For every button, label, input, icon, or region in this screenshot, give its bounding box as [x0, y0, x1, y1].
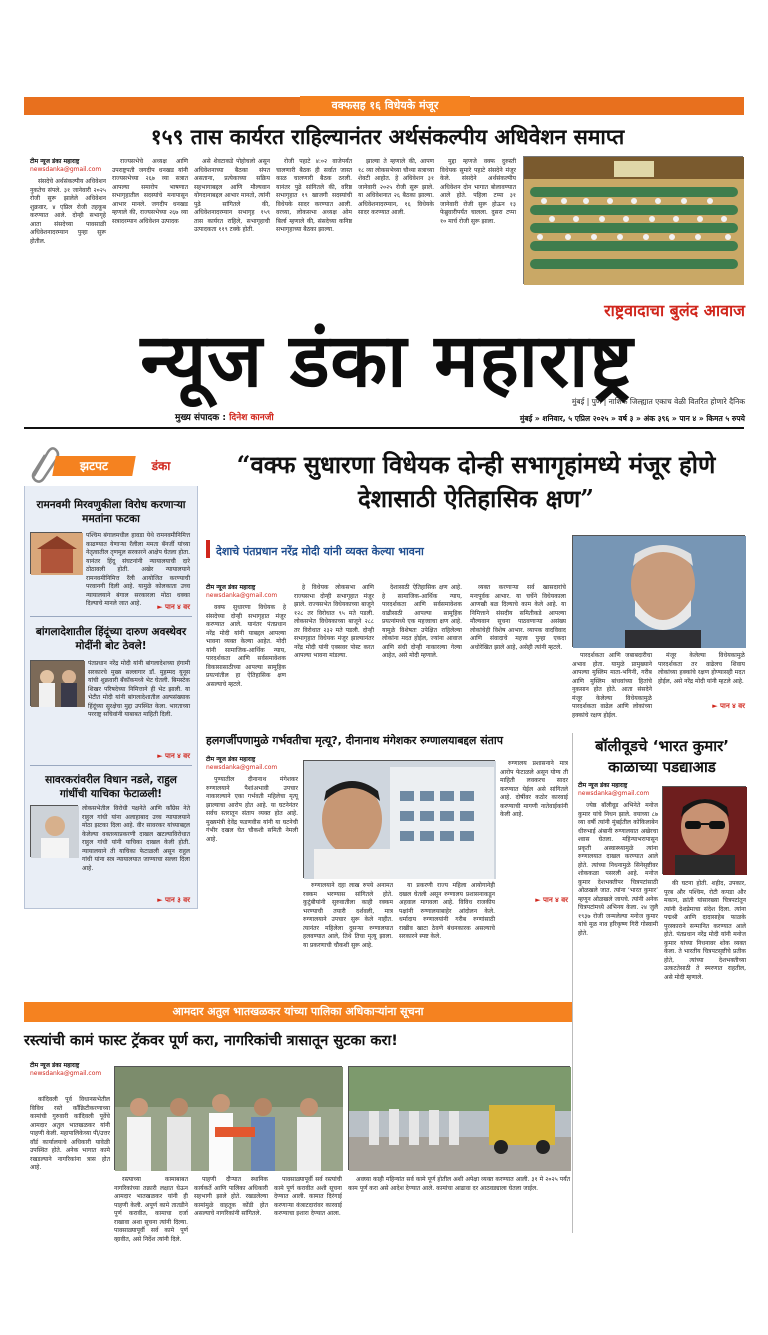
story2-col — [303, 882, 393, 949]
column-text: हे विधेयक लोकसभा आणि राज्यसभा दोन्ही सभागृहात मंजूर झाले. राज्यसभेत विधेयकाच्या बाजूने १२८ तर विरोधात ९५ मते पडली. लोकसभेत विधेयकाच्या बाजूने २८८ तर विरोधात २३२ मते पडली. दोन्ही सभागृहात विधेयक मंजूर झाल्यानंतर नरेंद्र मोदी यांनी एक्सवर पोस्ट करत आपल्या भावना मांडल्या. — [294, 584, 374, 659]
sidebar-item-headline[interactable]: बांगलादेशातील हिंदूंच्या दारुण अवस्थेवर मोदींनी बोट ठेवले! — [35, 626, 187, 652]
byline-text: टीम न्यूज डंका महाराष्ट्र — [206, 584, 256, 591]
story2-col — [399, 882, 495, 940]
sidebar-jump-link[interactable]: ► पान ४ वर — [157, 752, 190, 760]
byline-text: टीम न्यूज डंका महाराष्ट्र — [578, 782, 628, 789]
story3-byline — [578, 782, 662, 798]
column-text: देशासाठी ऐतिहासिक क्षण आहे. हे सामाजिक-आर्थिक न्याय, पारदर्शकता आणि सर्वसमावेशक वाढीसाठी आपल्या सामूहिक प्रयत्नांमध्ये एक महत्त्वाचा क्षण आहे. यामुळे विशेषतः उपेक्षित राहिलेल्या लोकांना मदत होईल, ज्यांना आवाज आणि संधी दोन्ही नाकारल्या गेल्या आहेत, असे मोदी म्हणाले. — [382, 584, 462, 659]
sidebar-divider — [30, 616, 192, 617]
masthead-tagline: राष्ट्रवादाचा बुलंद आवाज — [604, 301, 745, 320]
column-text: पाहणी दौऱ्यात स्थानिक कार्यकर्ते आणि पालिका अधिकारी सहभागी झाले होते. रखडलेल्या कामांमुळे वाहतूक कोंडी होत असल्याचे नागरिकांनी सांगितले. — [194, 1176, 268, 1217]
story2-col — [500, 760, 568, 896]
column-text: पावसाळ्यापूर्वी सर्व रस्त्यांची कामे पूर्ण करावीत अशी सूचना देण्यात आली. कामात दिरंगाई करणाऱ्या कंत्राटदारांवर कारवाई करण्याचा इशारा देण्यात आला. — [274, 1176, 342, 1217]
sidebar-item-text: पश्चिम बंगालमधील हावडा येथे रामनवमीनिमित्त काढण्यात येणाऱ्या रॅलीला ममता बॅनर्जी यांच्या नेतृत्वातील तृणमूल सरकारने आक्षेप घेतला होता. यानंतर हिंदू संघटनांनी न्यायालयाची दारे ठोठावली होती. अखेर न्यायालयाने रामनवमीनिमित्त रॅली आयोजित करण्याची परवानगी दिली आहे. यामुळे कोलकाता उच्च न्यायालयाने बंगाल सरकारला मोठा धक्का दिल्याचे मानले जात आहे. — [86, 532, 190, 607]
dateline: मुंबई » शनिवार, ५ एप्रिल २०२५ » वर्ष ३ » अंक ३९६ » पान ४ » किमत ५ रुपये — [519, 414, 745, 423]
manoj-kumar-photo — [662, 786, 746, 874]
column-text: पुण्यातील दीनानाथ मंगेशकर रुग्णालयाने पैशांअभावी उपचार नाकारल्याने एका गर्भवती महिलेचा मृत्यू झाल्याचा आरोप होत आहे. या घटनेनंतर सर्वच स्तरातून संताप व्यक्त होत आहे. मुख्यमंत्री देवेंद्र फडणवीस यांनी या घटनेची गंभीर दखल घेत चौकशी समिती नेमली आहे. — [206, 776, 298, 843]
sidebar-tag-primary: झटपट — [80, 459, 108, 473]
sidebar-divider — [30, 765, 192, 766]
modi-photo — [572, 535, 745, 647]
column-text: रुग्णालयाने दहा लाख रुपये अनामत रक्कम भरण्यास सांगितले होते. कुटुंबीयांनी सुरुवातीला काही रक्कम भरण्याची तयारी दर्शवली, मात्र रुग्णालयाने उपचार सुरू केले नाहीत. त्यानंतर महिलेला दुसऱ्या रुग्णालयात हलवण्यात आले, तिथे तिचा मृत्यू झाला. या प्रकरणाची चौकशी सुरू आहे. — [303, 882, 393, 949]
top-story-byline — [30, 158, 108, 174]
column-divider — [572, 733, 573, 1233]
byline-text: टीम न्यूज डंका महाराष्ट्र — [30, 1062, 80, 1069]
sidebar-item-text: पंतप्रधान नरेंद्र मोदी यांनी बांगलादेशच्या हंगामी सरकारचे मुख्य सल्लागार डॉ. मुहम्मद युनूस यांची शुक्रवारी बँकॉकमध्ये भेट घेतली. बिमस्टेक शिखर परिषदेच्या निमित्ताने ही भेट झाली. या भेटीत मोदी यांनी बांगलादेशातील अल्पसंख्याक हिंदूंच्या सुरक्षेचा मुद्दा उपस्थित केला. भारताच्या परराष्ट्र सचिवांनी याबाबत माहिती दिली. — [88, 660, 190, 718]
lead-col — [206, 604, 286, 716]
sidebar-item-body — [30, 805, 190, 900]
byline-email[interactable]: newsdanka@gmail.com — [578, 790, 650, 797]
lead-jump-link[interactable]: ► पान ४ वर — [712, 702, 745, 710]
story4-col — [30, 1096, 110, 1234]
top-story-col — [112, 158, 188, 286]
bottom-banner-label: आमदार अतुल भातखळकर यांच्या पालिका अधिकाऱ्यांना सूचना — [172, 1005, 424, 1018]
sidebar-header — [24, 446, 198, 486]
byline-email[interactable]: newsdanka@gmail.com — [30, 166, 102, 173]
column-text: पारदर्शकता आणि जबाबदारीचा अभाव होता. यामुळे प्रामुख्याने आपल्या मुस्लिम माता-भगिनी, गरीब आणि मुस्लिम बांधवांच्या हितांचे नुकसान होत होते. आता संसदेने मंजूर केलेल्या विधेयकामुळे पारदर्शकता वाढेल आणि लोकांच्या हक्कांचे रक्षण होईल. — [572, 652, 652, 719]
column-text: संसदेचे अर्थसंकल्पीय अधिवेशन नुकतेच संपले. ३१ जानेवारी २०२५ रोजी सुरू झालेले अधिवेशन शुक्रवार, ४ एप्रिल रोजी तहकूब करण्यात आले. दोन्ही सभागृहे आता संसदेच्या पावसाळी अधिवेशनादरम्यान पुन्हा सुरू होतील. — [30, 178, 106, 245]
lead-col — [382, 584, 462, 716]
column-text: मंजूर केलेल्या विधेयकामुळे पारदर्शकता तर वाढेलच शिवाय लोकांच्या हक्कांचे रक्षण होण्यासही मदत होईल, असे नरेंद्र मोदी यांनी म्हटले आहे. — [658, 652, 745, 685]
column-text: राज्यसभेचे अध्यक्ष आणि उपराष्ट्रपती जगदीप धनखड यांनी राज्यसभेच्या २६७ व्या सत्रात आपल्या समारोप भाषणात सभागृहातील सदस्यांचे मनापासून आभार मानले. जगदीप धनखड म्हणाले की, राज्यसभेच्या २६७ व्या सत्रादरम्यान अधिवेशन उत्पादक — [112, 158, 188, 225]
column-text: रुग्णालय प्रशासनाने मात्र आरोप फेटाळले असून योग्य ती माहिती लवकरच सादर करण्यात येईल असे सांगितले आहे. दोषींवर कठोर कारवाई करण्याची मागणी नातेवाईकांनी केली आहे. — [500, 760, 568, 818]
story4-col — [114, 1176, 188, 1243]
byline-text: टीम न्यूज डंका महाराष्ट्र — [30, 158, 80, 165]
column-text: झाल्या ते म्हणाले की, आपण १८ व्या लोकसभेच्या चौथ्या सत्राच्या शेवटी आहोत. हे अधिवेशन ३१ जानेवारी २०२५ रोजी सुरू झाले. या अधिवेशनात २६ बैठका झाल्या. अधिवेशनादरम्यान, १६ विधेयके सादर करण्यात आली. — [358, 158, 434, 216]
column-text: की घटना होती. शहीद, उपकार, पूरब और पश्चिम, रोटी कपडा और मकान, क्रांती यांसारख्या चित्रपटांतून त्यांनी देशप्रेमाचा संदेश दिला. त्यांना पद्मश्री आणि दादासाहेब फाळके पुरस्काराने सन्मानित करण्यात आले होते. पंतप्रधान नरेंद्र मोदी यांनी मनोज कुमार यांच्या निधनावर शोक व्यक्त केला. ते भारतीय चित्रपटसृष्टीचे प्रतीक होते, त्यांच्या देशभक्तीच्या उत्कटतेसाठी ते स्मरणात राहतील, असे मोदी म्हणाले. — [664, 880, 746, 981]
story2-col — [206, 776, 298, 908]
inspection-photo-left — [114, 1066, 342, 1170]
story4-byline — [30, 1062, 110, 1078]
column-text: ज्येष्ठ बॉलीवूड अभिनेते मनोज कुमार यांचे निधन झाले. वयाच्या ८७ व्या वर्षी त्यांनी मुंबईतील कोकिलाबेन धीरुभाई अंबानी रुग्णालयात अखेरचा श्वास घेतला. महिन्याभरापासून प्रकृती अस्वास्थ्यामुळे त्यांना रुग्णालयात दाखल करण्यात आले होते. त्यांच्या निधनामुळे सिनेसृष्टीवर शोककळा पसरली आहे. मनोज कुमार देशभक्तीपर चित्रपटांसाठी ओळखले जात. त्यांना ‘भारत कुमार’ म्हणून ओळखले जायचे. त्यांनी अनेक चित्रपटांमध्ये अभिनय केला. २४ जुलै १९३७ रोजी जन्मलेल्या मनोज कुमार यांचे मूळ नाव हरिकृष्ण गिरी गोस्वामी होते. — [578, 802, 658, 937]
jump-text: पान ४ वर — [165, 752, 190, 760]
sidebar-tag-secondary: डंका — [151, 459, 171, 473]
column-text: अवघ्या काही महिन्यांत सर्व कामे पूर्ण होतील अशी अपेक्षा व्यक्त करण्यात आली. ३१ मे २०२५ पर्यंत काम पूर्ण करा असे आदेश देण्यात आले. कामांचा आढावा दर आठवड्याला घेतला जाईल. — [348, 1176, 570, 1192]
sidebar-item-text: लोकसभेतील विरोधी पक्षनेते आणि काँग्रेस नेते राहुल गांधी यांना अलाहाबाद उच्च न्यायालयाने मोठा झटका दिला आहे. वीर सावरकर यांच्याबद्दल केलेल्या वक्तव्याप्रकरणी दाखल खटल्याविरोधात राहुल गांधी यांनी याचिका दाखल केली होती. न्यायालयाने ती याचिका फेटाळली असून राहुल गांधी यांना सत्र न्यायालयात जाण्याचा सल्ला दिला आहे. — [82, 805, 190, 872]
top-story-col — [194, 158, 270, 286]
column-text: वक्फ सुधारणा विधेयक हे संसदेच्या दोन्ही सभागृहात मंजूर करण्यात आले. यानंतर पंतप्रधान नरेंद्र मोदी यांनी याबद्दल आपल्या भावना व्यक्त केल्या आहेत. मोदी यांनी सामाजिक-आर्थिक न्याय, पारदर्शकता आणि सर्वसमावेशक विकासासाठीच्या आपल्या सामूहिक प्रयत्नांतील हा ऐतिहासिक क्षण असल्याचे म्हटले. — [206, 604, 286, 688]
sidebar-jump-link[interactable]: ► पान ४ वर — [157, 603, 190, 611]
lead-col — [658, 652, 745, 696]
column-text: या प्रकरणी राज्य महिला आयोगानेही दखल घेतली असून रुग्णालय प्रशासनाकडून अहवाल मागवला आहे. विविध राजकीय पक्षांनी रुग्णालयाबाहेर आंदोलन केले. धर्मादाय रुग्णालयांनी गरीब रुग्णांसाठी राखीव खाटा ठेवणे बंधनकारक असल्याचे सरकारने स्पष्ट केले. — [399, 882, 495, 940]
editor-line — [175, 412, 425, 424]
sidebar-jump-link[interactable]: ► पान ३ वर — [157, 896, 190, 904]
story3-col — [664, 880, 746, 1232]
column-text: कांदिवली पूर्व विधानसभेतील विविध रस्ते काँक्रिटीकरणाच्या कामांची गुरुवारी कांदिवली पूर्वेचे आमदार अतुल भातखळकर यांनी पाहणी केली. महापालिकेच्या पी/उत्तर वॉर्ड कार्यालयाचे अधिकारी यावेळी उपस्थित होते. अनेक भागात कामे रखडल्याने नागरिकांना त्रास होत आहे. — [30, 1096, 110, 1171]
masthead-cities: मुंबई | पुणे | नाशिक जिल्ह्यात एकाच वेळी वितरित होणारे दैनिक — [571, 397, 745, 406]
column-text: व्यक्त करणाऱ्या सर्व खासदारांचे मनःपूर्वक आभार. या चर्चेने विधेयकाला आणखी बळ दिल्याचे काम केले आहे. या निमित्ताने संसदीय समितीकडे आपल्या मौल्यवान सूचना पाठवणाऱ्या असंख्य लोकांचेही विशेष आभार. व्यापक वादविवाद आणि संवादाचे महत्त्व पुन्हा एकदा अधोरेखित झाले आहे, असेही त्यांनी म्हटले. — [470, 584, 566, 651]
story3-col — [578, 802, 658, 1232]
story4-col — [274, 1176, 342, 1234]
byline-email[interactable]: newsdanka@gmail.com — [30, 1070, 102, 1077]
lead-headline: “वक्फ सुधारणा विधेयक दोन्ही सभागृहांमध्ये मंजूर होणे देशासाठी ऐतिहासिक क्षण” — [236, 450, 716, 513]
story4-col — [348, 1176, 570, 1234]
jump-text: पान ३ वर — [165, 896, 190, 904]
byline-email[interactable]: newsdanka@gmail.com — [206, 592, 278, 599]
editor-label: मुख्य संपादक : — [175, 413, 226, 423]
byline-text: टीम न्यूज डंका महाराष्ट्र — [206, 756, 256, 763]
masthead-title: न्यूज डंका महाराष्ट्र — [140, 318, 634, 404]
story4-col — [194, 1176, 268, 1234]
lead-col — [470, 584, 566, 716]
top-story-col — [276, 158, 352, 286]
column-text: रस्त्याच्या कामाबाबत नागरिकांच्या तक्रारी लक्षात घेऊन आमदार भातखळकर यांनी ही पाहणी केली. अपूर्ण कामे तातडीने पूर्ण करावीत, कामाचा दर्जा राखावा अशा सूचना त्यांनी दिल्या. पावसाळ्यापूर्वी सर्व कामे पूर्ण व्हावीत, असे निर्देश त्यांनी दिले. — [114, 1176, 188, 1243]
jump-text: पान ४ वर — [720, 702, 745, 710]
lead-subhead-text: देशाचे पंतप्रधान नरेंद्र मोदी यांनी व्यक्त केल्या भावना — [216, 545, 424, 558]
parliament-photo — [523, 156, 743, 284]
column-text: मुद्दा म्हणजे वक्फ दुरुस्ती विधेयक सुमारे पहाटे संसदेने मंजूर केले. संसदेने अर्थसंकल्पीय अधिवेशन दोन भागात बोलावण्यात आले होते. पहिला टप्पा ३१ जानेवारी रोजी सुरू होऊन १३ फेब्रुवारीपर्यंत चालला. दुसरा टप्पा १० मार्च रोजी सुरू झाला. — [440, 158, 516, 225]
column-text: असे शेवटाकडे पोहोचलो असून अधिवेशनाच्या बैठका संपत असताना, प्रत्येकाच्या सक्रिय सहभागाबद्दल आणि मौल्यवान योगदानाबद्दल आभार मानतो, त्यांनी पुढे सांगितले की, अधिवेशनादरम्यान सभागृह १५९ तास कार्यरत राहिले, सभागृहाची उत्पादकता ११९ टक्के होती. — [194, 158, 270, 233]
inspection-photo-right — [348, 1066, 570, 1170]
column-text: रोजी पहाटे ४:०२ वाजेपर्यंत चालणारी बैठक ही सर्वात जास्त काळ चालणारी बैठक ठरली. यानंतर पुढे सांगितले की, वरिष्ठ सभागृहात १९ खाजगी सदस्यांची विधेयके सादर करण्यात आली. वरच्या, लोकसभा अध्यक्ष ओम बिर्ला म्हणाले की, संसदेच्या कनिष्ठ सभागृहाच्या बैठका झाल्या. — [276, 158, 352, 233]
top-banner-label-box — [300, 96, 470, 116]
story3-headline: बॉलीवूडचे ‘भारत कुमार’ काळाच्या पडद्याआड — [595, 737, 729, 776]
sidebar-item-headline[interactable]: सावरकरांवरील विधान नडले, राहुल गांधींची याचिका फेटाळली! — [45, 774, 177, 800]
byline-email[interactable]: newsdanka@gmail.com — [206, 764, 278, 771]
lead-byline — [206, 584, 286, 600]
sidebar-item-body — [30, 660, 190, 748]
top-story-col — [30, 178, 106, 286]
lead-col — [572, 652, 652, 719]
story4-headline: रस्त्यांची कामं फास्ट ट्रॅकवर पूर्ण करा, नागरिकांची त्रासातून सुटका करा! — [24, 1033, 398, 1049]
top-story-col — [440, 158, 516, 286]
top-story-col — [358, 158, 434, 286]
jump-text: पान ४ वर — [543, 896, 568, 904]
editor-name: दिनेश कानजी — [229, 413, 274, 423]
bottom-banner — [24, 1002, 572, 1022]
hospital-photo — [303, 760, 495, 878]
top-banner-label: वक्फसह १६ विधेयके मंजूर — [331, 99, 439, 112]
lead-subhead — [206, 540, 566, 558]
story2-headline: हलगर्जीपणामुळे गर्भवतीचा मृत्यू?, दीनानाथ मंगेशकर रुग्णालयाबद्दल संताप — [206, 734, 504, 747]
masthead-rule — [24, 427, 744, 429]
story2-jump-link[interactable]: ► पान ४ वर — [535, 896, 568, 904]
story2-byline — [206, 756, 296, 772]
sidebar-item-headline[interactable]: रामनवमी मिरवणुकीला विरोध करणाऱ्या ममतांना फटका — [36, 499, 186, 525]
lead-col — [294, 584, 374, 716]
jump-text: पान ४ वर — [165, 603, 190, 611]
top-story-headline: १५९ तास कार्यरत राहिल्यानंतर अर्थसंकल्पीय अधिवेशन समाप्त — [150, 124, 625, 149]
